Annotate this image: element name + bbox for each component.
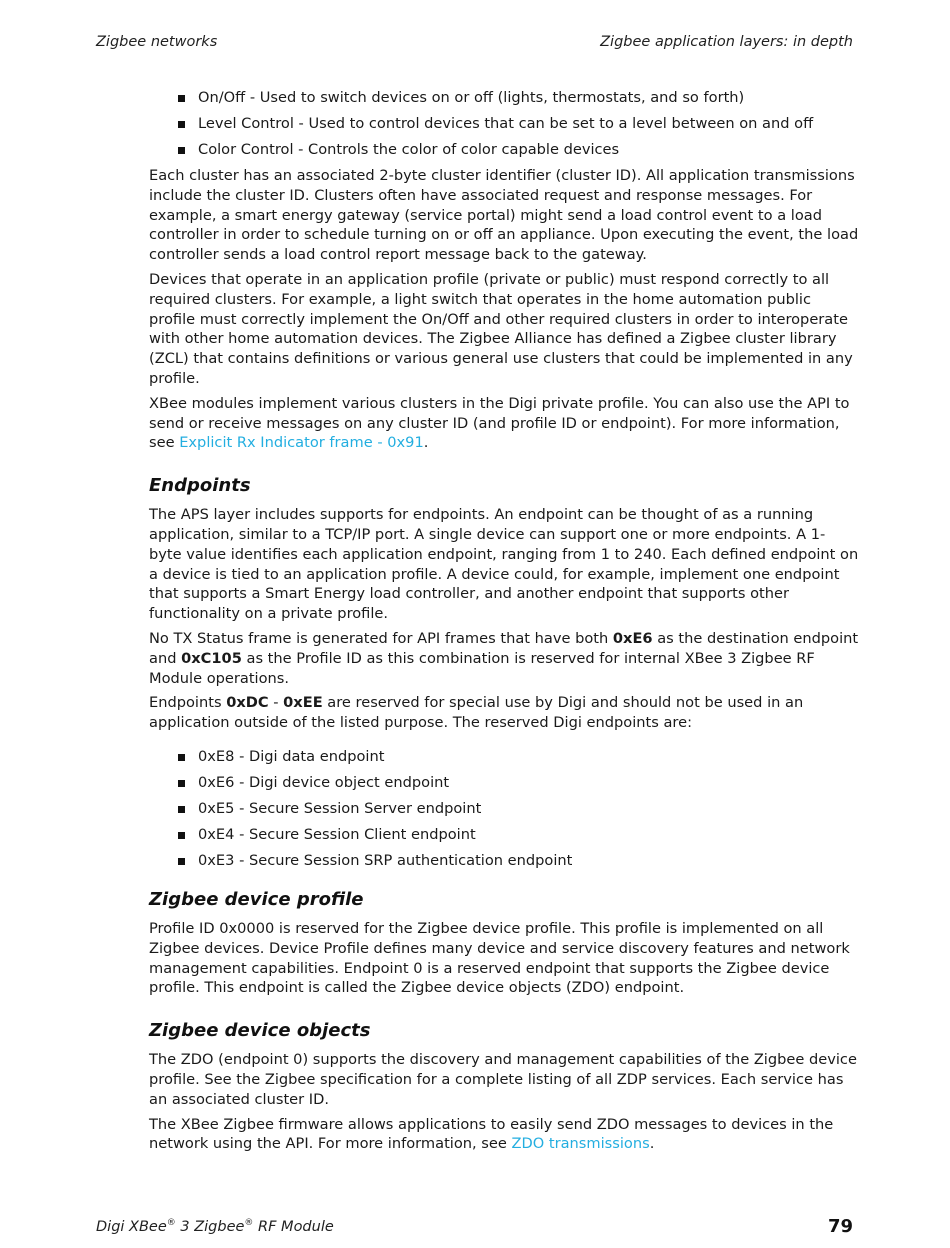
reserved-endpoints-list [149, 747, 859, 871]
list-item: Level Control - Used to control devices that can be set to a level between on and off [178, 114, 859, 134]
paragraph: The XBee Zigbee firmware allows applications to easily send ZDO messages to devices in the network using the API. For more information, see ZDO transmissions. [149, 1115, 834, 1153]
page-footer [96, 1216, 853, 1240]
section-heading-device-profile: Zigbee device profile [149, 888, 364, 910]
header-chapter: Zigbee networks [96, 34, 218, 50]
list-item: 0xE6 - Digi device object endpoint [178, 773, 859, 793]
cluster-bullet-list [149, 88, 859, 160]
page-header [96, 34, 853, 56]
paragraph: Devices that operate in an application profile (private or public) must respond correctly to all required clusters. For example, a light switch that operates in the home automation public profile must correctly implement the On/Off and other required clusters in order to interoperate with other home automation devices. The Zigbee Alliance has defined a Zigbee cluster library (ZCL) that contains definitions or various general use clusters that could be implemented in any profile. [149, 270, 853, 387]
list-item: 0xE3 - Secure Session SRP authentication endpoint [178, 851, 859, 871]
page-number: 79 [827, 1216, 853, 1237]
explicit-rx-indicator-link[interactable]: Explicit Rx Indicator frame - 0x91 [179, 434, 424, 452]
list-item: On/Off - Used to switch devices on or off (lights, thermostats, and so forth) [178, 88, 859, 108]
footer-document-title: Digi XBee® 3 Zigbee® RF Module [96, 1218, 334, 1235]
paragraph: Each cluster has an associated 2-byte cluster identifier (cluster ID). All application transmissions include the cluster ID. Clusters often have associated request and response messages. For example, a smart energy gateway (service portal) might send a load control event to a load controller in order to schedule turning on or off an appliance. Upon executing the event, the load controller sends a load control report message back to the gateway. [149, 167, 859, 264]
paragraph: No TX Status frame is generated for API frames that have both 0xE6 as the destination endpoint and 0xC105 as the Profile ID as this combination is reserved for internal XBee 3 Zigbee RF Module operations. [149, 629, 859, 687]
section-heading-device-objects: Zigbee device objects [149, 1020, 371, 1042]
list-item: 0xE4 - Secure Session Client endpoint [178, 825, 859, 845]
list-item: Color Control - Controls the color of color capable devices [178, 140, 859, 160]
section-heading-endpoints: Endpoints [149, 475, 251, 497]
paragraph: Endpoints 0xDC - 0xEE are reserved for special use by Digi and should not be used in an application outside of the listed purpose. The reserved Digi endpoints are: [149, 694, 804, 732]
list-item: 0xE8 - Digi data endpoint [178, 747, 859, 767]
zdo-transmissions-link[interactable]: ZDO transmissions [511, 1135, 650, 1153]
paragraph: The ZDO (endpoint 0) supports the discovery and management capabilities of the Zigbee device profile. See the Zigbee specification for a complete listing of all ZDP services. Each service has an associated cluster ID. [149, 1051, 857, 1108]
paragraph: Profile ID 0x0000 is reserved for the Zigbee device profile. This profile is implemented on all Zigbee devices. Device Profile defines many device and service discovery features and network management capabilities. Endpoint 0 is a reserved endpoint that supports the Zigbee device profile. This endpoint is called the Zigbee device objects (ZDO) endpoint. [149, 919, 850, 997]
page-content [149, 88, 859, 1159]
paragraph: The APS layer includes supports for endpoints. An endpoint can be thought of as a running application, similar to a TCP/IP port. A single device can support one or more endpoints. A 1- byte value identifies each application endpoint, ranging from 1 to 240. Each defined endpoint on a device is tied to an application profile. A device could, for example, implement one endpoint that supports a Smart Energy load controller, and another endpoint that supports other functionality on a private profile. [149, 506, 859, 623]
paragraph: XBee modules implement various clusters in the Digi private profile. You can also use the API to send or receive messages on any cluster ID (and profile ID or endpoint). For more information, see Explicit Rx Indicator frame - 0x91. [149, 394, 850, 452]
list-item: 0xE5 - Secure Session Server endpoint [178, 799, 859, 819]
header-section: Zigbee application layers: in depth [600, 34, 853, 50]
